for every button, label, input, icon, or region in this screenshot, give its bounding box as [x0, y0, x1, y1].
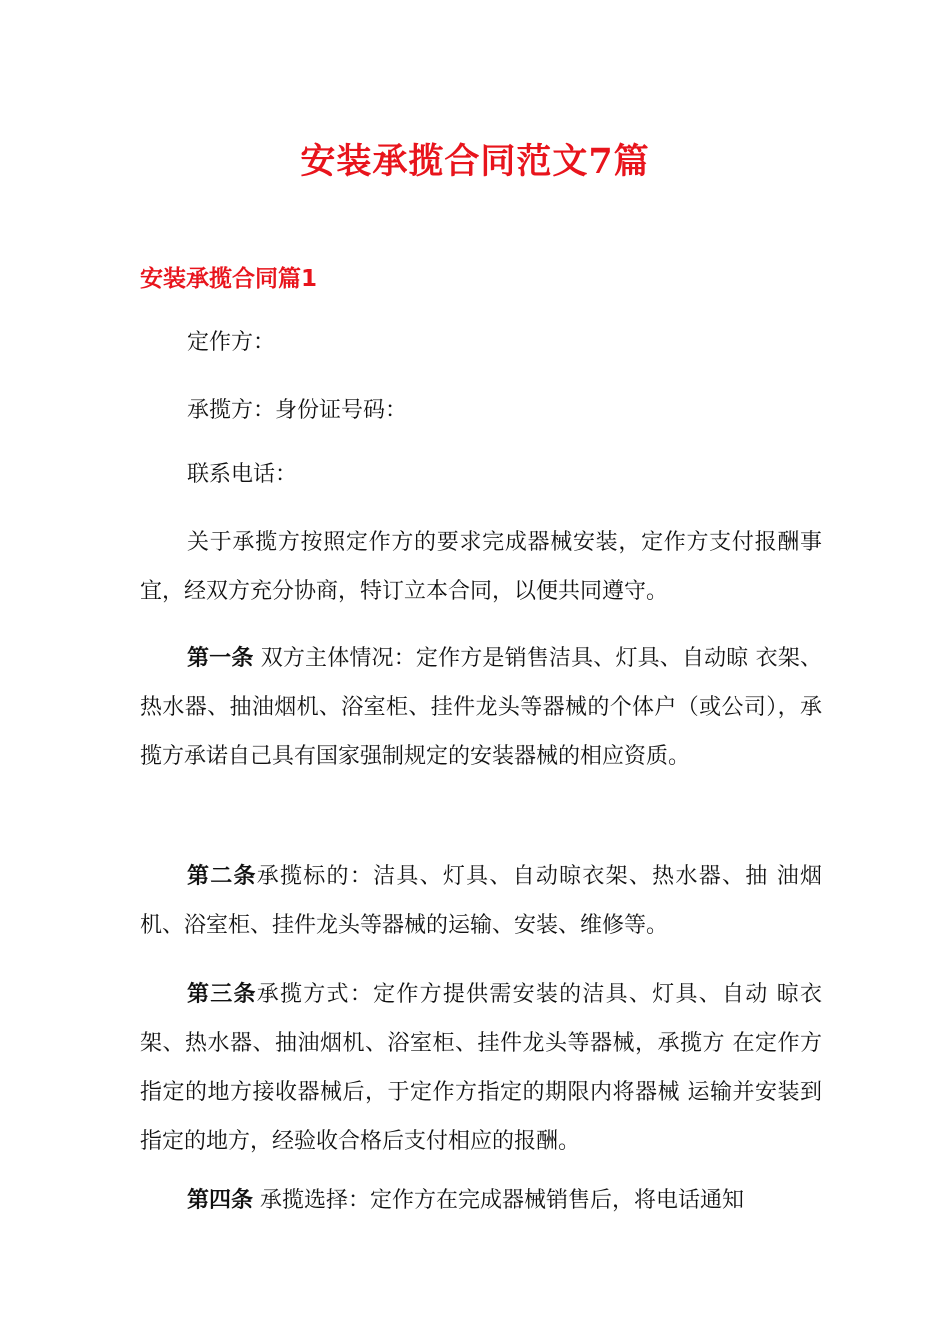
article-1	[140, 634, 822, 781]
section-heading: 安装承揽合同篇1	[140, 266, 318, 292]
article-label: 第二条	[187, 863, 257, 889]
intro-paragraph: 关于承揽方按照定作方的要求完成器械安装，定作方支付报酬事宜，经双方充分协商，特订立本合同，以便共同遵守。	[140, 530, 822, 604]
phone-line: 联系电话：	[187, 462, 298, 487]
article-text: 承揽方式：定作方提供需安装的洁具、灯具、自动 晾衣架、热水器、抽油烟机、浴室柜、挂件龙头等器械，承揽方 在定作方指定的地方接收器械后，于定作方指定的期限内将器械 运输并安装到指定的地方，经验收合格后支付相应的报酬。	[140, 982, 822, 1154]
article-3	[140, 970, 822, 1166]
article-label: 第一条	[187, 645, 254, 671]
article-2	[140, 852, 822, 950]
cheng-lan-fang-line: 承揽方：身份证号码：	[187, 398, 408, 423]
document-title: 安装承揽合同范文7篇	[300, 141, 650, 182]
article-label: 第四条	[187, 1187, 254, 1213]
article-label: 第三条	[187, 981, 257, 1007]
article-text: 承揽选择：定作方在完成器械销售后，将电话通知	[253, 1188, 745, 1213]
article-4	[140, 1176, 822, 1225]
article-text: 承揽标的：洁具、灯具、自动晾衣架、热水器、抽 油烟机、浴室柜、挂件龙头等器械的运输、安装、维修等。	[140, 864, 822, 938]
ding-zuo-fang-line: 定作方：	[187, 330, 276, 355]
article-text: 双方主体情况：定作方是销售洁具、灯具、自动晾 衣架、热水器、抽油烟机、浴室柜、挂件龙头等器械的个体户（或公司），承揽方承诺自己具有国家强制规定的安装器械的相应资质。	[140, 646, 822, 769]
